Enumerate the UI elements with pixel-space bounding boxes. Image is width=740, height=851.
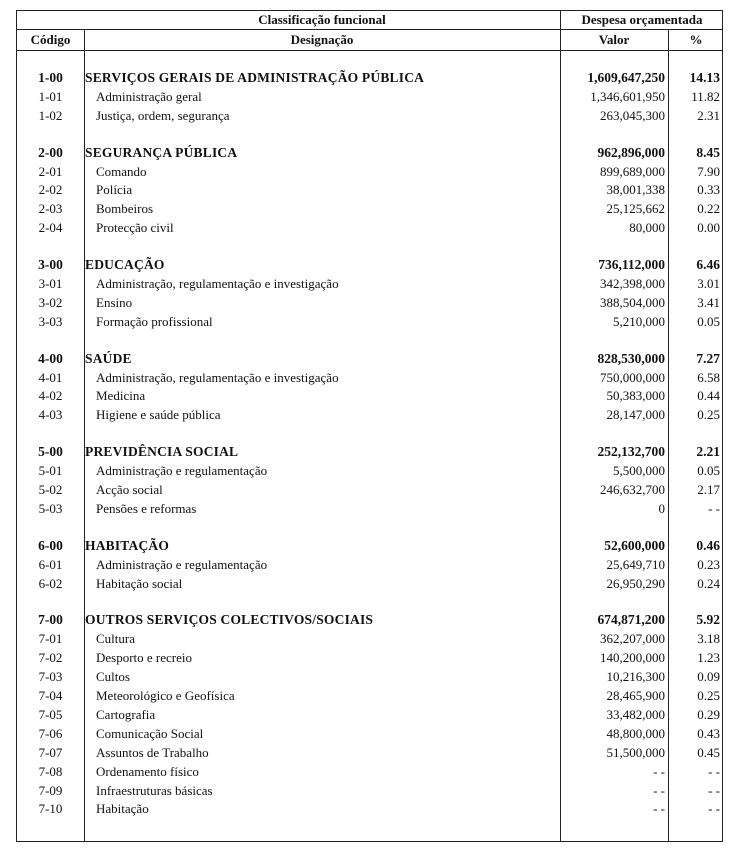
percent-cell: 0.23 [697,556,720,572]
group-row [17,350,722,369]
spacer-row [17,238,722,256]
code-cell: 5-01 [38,463,63,479]
code-cell: 4-00 [38,350,63,366]
designation-cell: Infraestruturas básicas [96,782,213,798]
value-cell: 1,346,601,950 [590,88,665,104]
designation-cell: Administração e regulamentação [96,463,268,479]
code-cell: 4-03 [38,407,63,423]
designation-cell: HABITAÇÃO [85,537,170,553]
spacer-row [17,519,722,537]
table-row [17,687,722,706]
table-row [17,275,722,294]
value-cell: 0 [658,500,665,516]
table-row [17,406,722,425]
percent-cell: 2.21 [696,444,720,460]
code-cell: 1-02 [38,107,63,123]
designation-cell: OUTROS SERVIÇOS COLECTIVOS/SOCIAIS [85,612,374,628]
table-row [17,706,722,725]
designation-cell: Higiene e saúde pública [96,407,221,423]
percent-cell: 1.23 [697,650,720,666]
value-cell: 28,465,900 [606,688,665,704]
percent-cell: 7.27 [696,350,720,366]
designation-cell: Ensino [96,294,133,310]
table-row [17,462,722,481]
value-cell: - - [653,782,665,798]
code-cell: 3-02 [38,294,63,310]
designation-cell: Desporto e recreio [96,650,193,666]
code-cell: 7-04 [38,688,63,704]
percent-cell: - - [708,801,720,817]
table-row [17,163,722,182]
header-divider-2 [17,50,722,51]
percent-cell: 0.44 [697,388,720,404]
designation-cell: Habitação social [96,575,183,591]
table-row [17,668,722,687]
table-row [17,313,722,332]
table-row [17,219,722,238]
code-cell: 7-08 [38,763,63,779]
table-row [17,294,722,313]
value-header: Valor [598,32,630,47]
code-cell: 2-04 [38,220,63,236]
table-row [17,481,722,500]
spacer-row [17,425,722,443]
table-row [17,107,722,126]
percent-cell: - - [708,763,720,779]
table-row [17,556,722,575]
budget-header: Despesa orçamentada [581,12,703,27]
percent-cell: 0.05 [697,463,720,479]
code-cell: 3-01 [38,276,63,292]
designation-cell: Formação profissional [96,313,213,329]
percent-cell: 7.90 [697,163,720,179]
designation-cell: SERVIÇOS GERAIS DE ADMINISTRAÇÃO PÚBLICA [85,70,425,85]
designation-cell: Assuntos de Trabalho [96,744,209,760]
code-cell: 3-03 [38,313,63,329]
value-cell: 5,500,000 [613,463,665,479]
designation-cell: Comunicação Social [96,725,204,741]
value-cell: 362,207,000 [600,631,665,647]
value-cell: 388,504,000 [600,294,665,310]
table-body [17,69,722,819]
percent-cell: 0.25 [697,688,720,704]
code-cell: 2-02 [38,182,63,198]
table-row [17,575,722,594]
code-cell: 7-09 [38,782,63,798]
code-cell: 7-07 [38,744,63,760]
value-cell: 140,200,000 [600,650,665,666]
value-cell: 1,609,647,250 [587,70,665,85]
value-cell: 962,896,000 [597,144,665,160]
designation-header: Designação [290,32,354,47]
designation-cell: Administração, regulamentação e investigação [96,369,339,385]
designation-cell: Habitação [96,801,149,817]
table-row [17,500,722,519]
code-cell: 7-05 [38,706,63,722]
code-cell: 6-02 [38,575,63,591]
percent-cell: 0.00 [697,220,720,236]
percent-cell: 0.09 [697,669,720,685]
code-cell: 7-10 [38,801,63,817]
table-row [17,649,722,668]
value-cell: 246,632,700 [600,482,665,498]
designation-cell: PREVIDÊNCIA SOCIAL [85,444,239,460]
percent-cell: 8.45 [696,144,720,160]
table-row [17,630,722,649]
designation-cell: Pensões e reformas [96,500,197,516]
group-row [17,443,722,462]
table-row [17,88,722,107]
percent-cell: 0.43 [697,725,720,741]
code-cell: 7-06 [38,725,63,741]
value-cell: 28,147,000 [606,407,665,423]
percent-cell: 2.17 [697,482,720,498]
value-cell: 828,530,000 [597,350,665,366]
designation-cell: Cultura [96,631,135,647]
code-cell: 2-03 [38,201,63,217]
percent-cell: 0.25 [697,407,720,423]
spacer-row [17,126,722,144]
designation-cell: Ordenamento físico [96,763,199,779]
table-row [17,369,722,388]
designation-cell: Polícia [96,182,133,198]
designation-cell: Cartografia [96,706,156,722]
value-cell: 50,383,000 [606,388,665,404]
designation-cell: Justiça, ordem, segurança [96,107,230,123]
percent-cell: 6.46 [696,257,720,273]
code-header: Código [30,32,71,47]
value-cell: 51,500,000 [606,744,665,760]
code-cell: 4-01 [38,369,63,385]
percent-cell: 11.82 [691,88,720,104]
code-cell: 7-03 [38,669,63,685]
group-row [17,537,722,556]
value-cell: 736,112,000 [598,257,665,273]
designation-cell: Meteorológico e Geofísica [96,688,235,704]
percent-cell: 0.05 [697,313,720,329]
spacer-row [17,593,722,611]
value-cell: 5,210,000 [613,313,665,329]
designation-cell: EDUCAÇÃO [85,257,165,273]
code-cell: 5-03 [38,500,63,516]
code-cell: 7-00 [38,612,63,628]
code-cell: 1-01 [38,88,63,104]
code-cell: 6-00 [38,537,63,553]
value-cell: 674,871,200 [597,612,665,628]
value-cell: 26,950,290 [606,575,665,591]
code-cell: 3-00 [38,257,63,273]
designation-cell: Cultos [96,669,130,685]
percent-cell: 3.41 [697,294,720,310]
code-cell: 4-02 [38,388,63,404]
code-cell: 7-01 [38,631,63,647]
percent-cell: 3.18 [697,631,720,647]
value-cell: - - [653,801,665,817]
code-cell: 6-01 [38,556,63,572]
value-cell: 38,001,338 [606,182,665,198]
percent-cell: 0.24 [697,575,720,591]
code-cell: 2-01 [38,163,63,179]
value-cell: 25,125,662 [606,201,665,217]
value-cell: 342,398,000 [600,276,665,292]
value-cell: 52,600,000 [604,537,665,553]
percent-cell: 2.31 [697,107,720,123]
value-cell: 80,000 [629,220,665,236]
table-row [17,200,722,219]
value-cell: 33,482,000 [606,706,665,722]
value-cell: 750,000,000 [600,369,665,385]
designation-cell: SAÚDE [85,350,132,366]
code-cell: 7-02 [38,650,63,666]
table-row [17,725,722,744]
designation-cell: Medicina [96,388,146,404]
group-row [17,611,722,630]
percent-cell: 0.22 [697,201,720,217]
code-cell: 1-00 [38,70,63,85]
percent-cell: 3.01 [697,276,720,292]
code-cell: 5-02 [38,482,63,498]
percent-cell: 0.33 [697,182,720,198]
code-cell: 5-00 [38,444,63,460]
value-cell: 899,689,000 [600,163,665,179]
designation-cell: Comando [96,163,147,179]
value-cell: 25,649,710 [606,556,665,572]
group-row [17,144,722,163]
percent-cell: 0.45 [697,744,720,760]
percent-cell: 0.29 [697,706,720,722]
table-row [17,763,722,782]
group-row [17,69,722,88]
budget-table [16,10,723,842]
designation-cell: Administração, regulamentação e investigação [96,276,339,292]
table-row [17,181,722,200]
designation-cell: Administração geral [96,88,202,104]
designation-cell: SEGURANÇA PÚBLICA [85,144,238,160]
designation-cell: Protecção civil [96,220,174,236]
spacer-row [17,332,722,350]
percent-cell: 5.92 [696,612,720,628]
percent-cell: 0.46 [696,537,720,553]
value-cell: 10,216,300 [606,669,665,685]
percent-cell: - - [708,782,720,798]
value-cell: - - [653,763,665,779]
percent-header: % [689,32,703,47]
percent-cell: 14.13 [689,70,720,85]
percent-cell: - - [708,500,720,516]
table-row [17,744,722,763]
classification-header: Classificação funcional [258,12,386,27]
designation-cell: Acção social [96,482,163,498]
header-divider-1 [17,29,722,30]
table-row [17,387,722,406]
group-row [17,256,722,275]
value-cell: 252,132,700 [597,444,665,460]
value-cell: 263,045,300 [600,107,665,123]
table-row [17,782,722,801]
table-row [17,800,722,819]
designation-cell: Bombeiros [96,201,154,217]
value-cell: 48,800,000 [606,725,665,741]
code-cell: 2-00 [38,144,63,160]
designation-cell: Administração e regulamentação [96,556,268,572]
percent-cell: 6.58 [697,369,720,385]
